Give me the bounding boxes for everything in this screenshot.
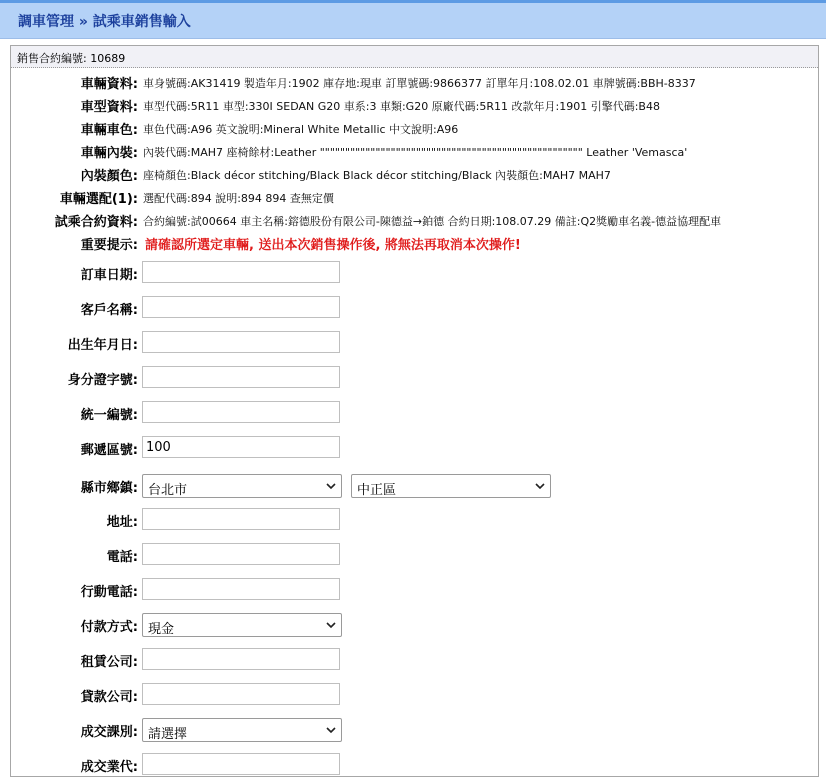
vehicle-color-label: 車輛車色: <box>80 123 138 138</box>
phone-label: 電話: <box>106 550 138 565</box>
district-select[interactable] <box>351 474 551 498</box>
vehicle-data-text: 車身號碼:AK31419 製造年月:1902 庫存地:現車 訂單號碼:9866377 訂單年月:108.02.01 車牌號碼:BBH-8337 <box>143 77 696 90</box>
tax-id-label: 統一編號: <box>80 408 138 423</box>
warning-label: 重要提示: <box>80 238 138 253</box>
warning-text: 請確認所選定車輛, 送出本次銷售操作後, 將無法再取消本次操作! <box>145 238 521 253</box>
mobile-label: 行動電話: <box>80 585 138 600</box>
loan-company-input[interactable] <box>142 683 340 705</box>
model-data-text: 車型代碼:5R11 車型:330I SEDAN G20 車系:3 車類:G20 原廠代碼:5R11 改款年月:1901 引擎代碼:B48 <box>143 100 660 113</box>
deal-section-label: 成交課別: <box>80 725 138 740</box>
id-number-label: 身分證字號: <box>67 373 138 388</box>
customer-name-input[interactable] <box>142 296 340 318</box>
birth-date-label: 出生年月日: <box>67 338 138 353</box>
chevron-down-icon <box>325 480 337 492</box>
postal-code-input[interactable] <box>142 436 340 458</box>
id-number-input[interactable] <box>142 366 340 388</box>
tax-id-input[interactable] <box>142 401 340 423</box>
interior-label: 車輛內裝: <box>80 146 138 161</box>
leasing-company-label: 租賃公司: <box>80 655 138 670</box>
test-drive-contract-text: 合約編號:試00664 車主名稱:鎔德股份有限公司-陳德益→鉑德 合約日期:108.07.29 備註:Q2獎勵車名義-德益協理配車 <box>143 215 722 228</box>
mobile-input[interactable] <box>142 578 340 600</box>
page-title: 調車管理 » 試乘車銷售輸入 <box>18 14 191 30</box>
district-select-value: 中正區 <box>357 483 397 498</box>
payment-select[interactable] <box>142 613 342 637</box>
contract-number-label: 銷售合約編號: <box>17 52 87 65</box>
deal-staff-label: 成交業代: <box>80 760 138 775</box>
vehicle-data-label: 車輛資料: <box>80 77 138 92</box>
sales-form-panel <box>10 45 819 777</box>
loan-company-label: 貸款公司: <box>80 690 138 705</box>
page-header <box>0 3 826 39</box>
customer-name-label: 客戶名稱: <box>80 303 138 318</box>
option-label: 車輛選配(1): <box>59 192 138 207</box>
chevron-down-icon <box>325 724 337 736</box>
address-label: 地址: <box>106 515 138 530</box>
county-district-label: 縣市鄉鎮: <box>80 481 138 496</box>
county-select[interactable] <box>142 474 342 498</box>
order-date-label: 訂車日期: <box>80 268 138 283</box>
interior-color-label: 內裝顏色: <box>80 169 138 184</box>
interior-color-text: 座椅顏色:Black décor stitching/Black Black décor stitching/Black 內裝顏色:MAH7 MAH7 <box>143 169 611 182</box>
vehicle-color-text: 車色代碼:A96 英文說明:Mineral White Metallic 中文說明:A96 <box>143 123 459 136</box>
payment-select-value: 現金 <box>148 622 175 637</box>
phone-input[interactable] <box>142 543 340 565</box>
option-text: 選配代碼:894 說明:894 894 查無定價 <box>143 192 334 205</box>
payment-label: 付款方式: <box>80 620 138 635</box>
address-input[interactable] <box>142 508 340 530</box>
interior-text: 內裝代碼:MAH7 座椅餘材:Leather """""""""""""""""""""""""""""""""""""""""""""""""""" Leather 'Vemasca' <box>143 146 688 159</box>
deal-section-select[interactable] <box>142 718 342 742</box>
contract-number-bar <box>11 46 818 68</box>
chevron-down-icon <box>534 480 546 492</box>
test-drive-contract-label: 試乘合約資料: <box>54 215 138 230</box>
postal-code-label: 郵遞區號: <box>80 443 138 458</box>
county-select-value: 台北市 <box>148 483 188 498</box>
contract-number-value: 10689 <box>90 52 126 65</box>
contract-number-text <box>17 50 125 66</box>
leasing-company-input[interactable] <box>142 648 340 670</box>
birth-date-input[interactable] <box>142 331 340 353</box>
deal-section-select-value: 請選擇 <box>148 727 188 742</box>
model-data-label: 車型資料: <box>80 100 138 115</box>
deal-staff-input[interactable] <box>142 753 340 775</box>
chevron-down-icon <box>325 619 337 631</box>
order-date-input[interactable] <box>142 261 340 283</box>
